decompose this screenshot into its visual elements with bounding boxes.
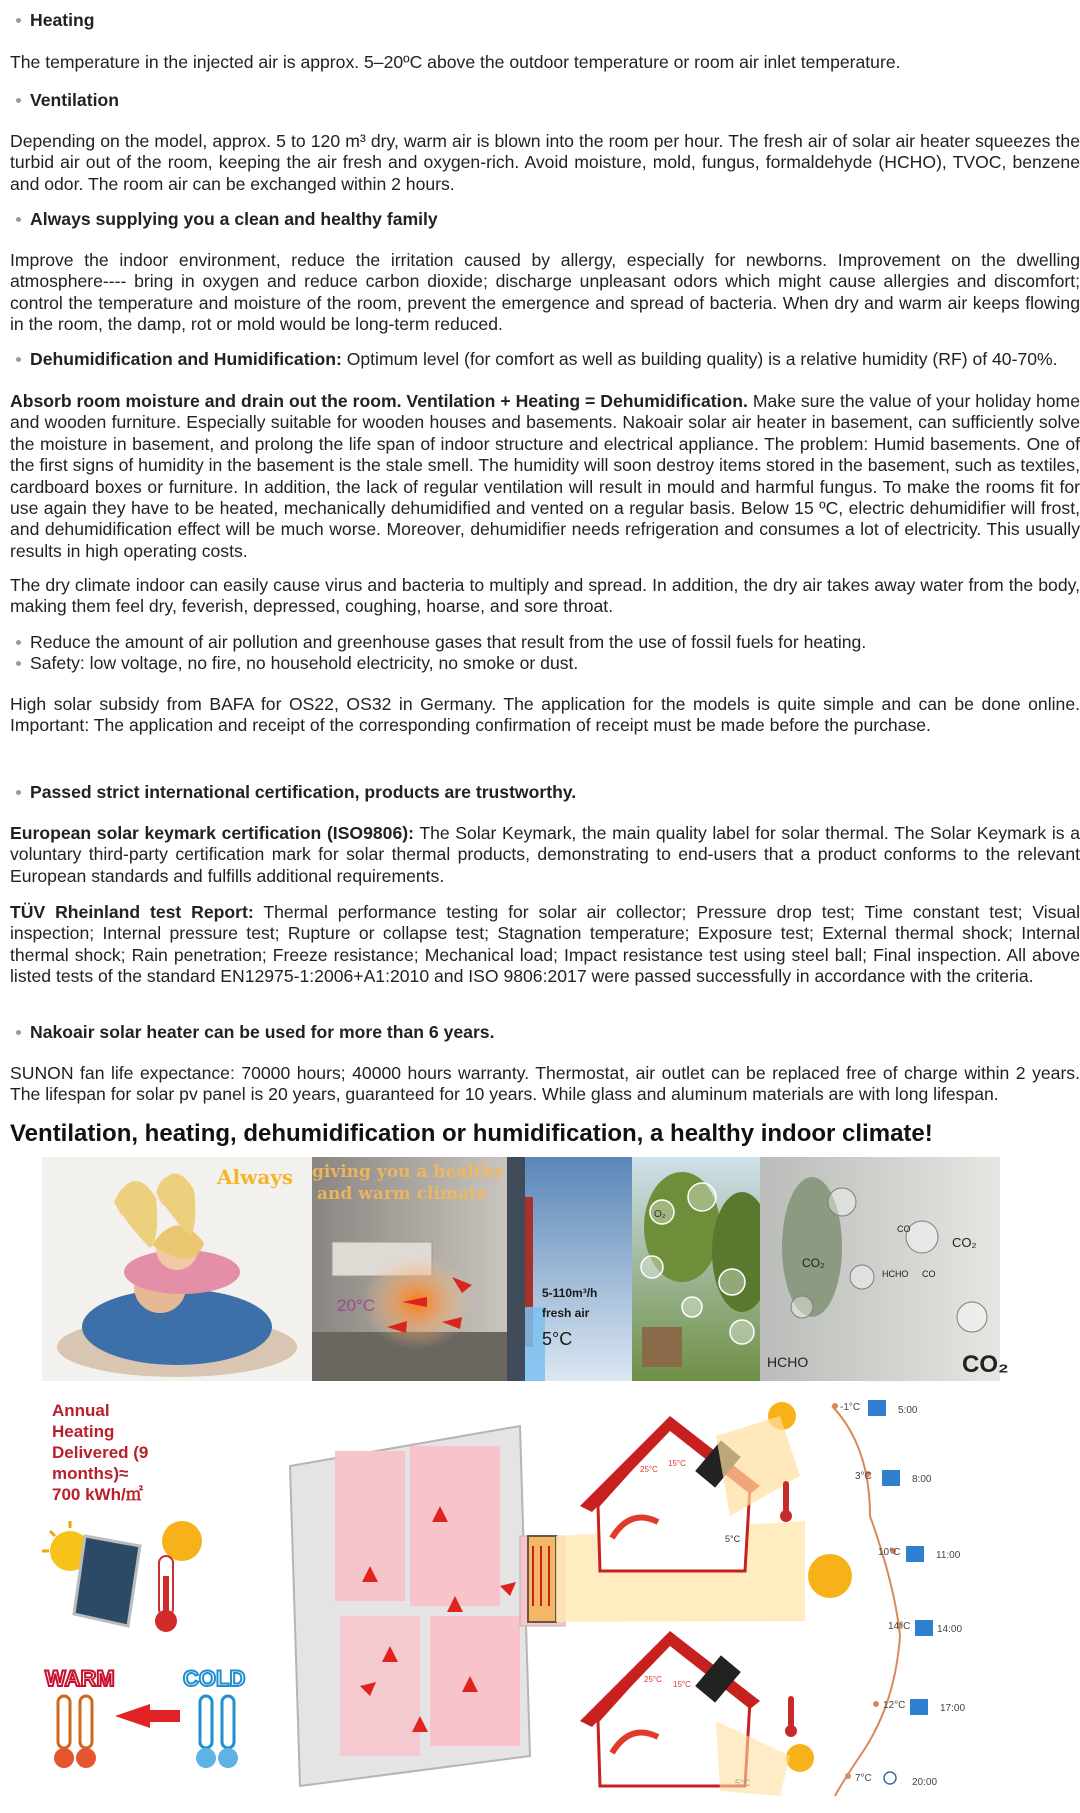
lifespan-title: Nakoair solar heater can be used for more than 6 years.	[30, 1022, 495, 1042]
tuv-text: Thermal performance testing for solar air collector; Pressure drop test; Time constant test; Visual inspection; Internal pressure test; Rupture or collapse test; Stagnation temperature; Exposure test; External thermal shock; Internal thermal shock; Rain penetration; Freeze resistance; Mechanical load; Impact resistance test using steel ball; Final inspection. All above listed tests of the standard EN12975-1:2006+A1:2010 and ISO 9806:2017 were passed successfully in accordance with the criteria.	[10, 902, 1080, 987]
svg-text:Heating: Heating	[52, 1422, 115, 1441]
family-text: Improve the indoor environment, reduce the irritation caused by allergy, especially for newborns. Improvement on the dwelling atmosphere---- bring in oxygen and reduce carbon dioxide; discharge unpleasant odors which might cause allergies and discomfort; control the temperature and moisture of the room, prevent the emergence and spread of bacteria. When dry and warm air keeps flowing in the room, the damp, rot or mold would be long-term reduced.	[10, 250, 1080, 335]
family-bullet	[10, 209, 1080, 230]
keymark-text: The Solar Keymark, the main quality label for solar thermal. The Solar Keymark is a voluntary third-party certification mark for solar thermal products, demonstrating to end-users that a product conforms to the relevant European standards and fulfills additional requirements.	[10, 823, 1080, 886]
svg-text:700 kWh/㎡: 700 kWh/㎡	[52, 1485, 143, 1504]
svg-text:5°C: 5°C	[542, 1329, 573, 1349]
reduce-text: Reduce the amount of air pollution and greenhouse gases that result from the use of fossil fuels for heating.	[30, 632, 867, 652]
headline: Ventilation, heating, dehumidification or humidification, a healthy indoor climate!	[10, 1120, 933, 1147]
svg-text:7°C: 7°C	[855, 1773, 872, 1784]
absorb-paragraph	[10, 391, 1080, 562]
safety-text: Safety: low voltage, no fire, no household electricity, no smoke or dust.	[30, 653, 579, 673]
bullet-dot	[16, 217, 21, 222]
bullet-dot	[16, 98, 21, 103]
bullet-dot	[16, 357, 21, 362]
keymark-paragraph	[10, 823, 1080, 887]
absorb-text: Make sure the value of your holiday home and wooden furniture. Especially suitable for wooden houses and basements. Nakoair solar air heater in basement, can sufficiently solve the moisture in basement, and prolong the life span of indoor structure and electrical appliance. The problem: Humid basements. One of the first signs of humidity in the basement is the stale smell. The humidity will soon destroy items stored in the basement, such as textiles, cardboard boxes or furniture. In addition, the lack of regular ventilation will result in mould and harmful fungus. To make the rooms fit for use again they have to be heated, mechanically dehumidified and vented on a regular basis. Below 15 ºC, electric dehumidifier will frost, and dehumidification effect will be much worse. Moreover, dehumidifier needs refrigeration and consumes a lot of electricity. This usually results in high operating costs.	[10, 391, 1080, 561]
dry-climate-text: The dry climate indoor can easily cause virus and bacteria to multiply and spread. In addition, the dry air takes away water from the body, making them feel dry, feverish, depressed, coughing, hoarse, and sore throat.	[10, 575, 1080, 617]
certification-bullet	[10, 782, 1080, 803]
lifespan-bullet	[10, 1022, 1080, 1043]
svg-text:Annual: Annual	[52, 1401, 110, 1420]
dehumidification-bullet	[10, 349, 1080, 370]
svg-text:COLD: COLD	[183, 1666, 246, 1691]
family-title: Always supplying you a clean and healthy family	[30, 209, 438, 229]
svg-text:14°C: 14°C	[888, 1621, 911, 1632]
ventilation-text: Depending on the model, approx. 5 to 120 m³ dry, warm air is blown into the room per hour. The fresh air of solar air heater squeezes the turbid air out of the room, keeping the air fresh and oxygen-rich. Avoid moisture, mold, fungus, formaldehyde (HCHO), TVOC, benzene and odor. The room air can be exchanged within 2 hours.	[10, 131, 1080, 194]
svg-text:Delivered (9: Delivered (9	[52, 1443, 149, 1462]
svg-text:15°C: 15°C	[673, 1680, 691, 1689]
svg-text:17:00: 17:00	[940, 1703, 966, 1714]
svg-text:8:00: 8:00	[912, 1474, 932, 1485]
svg-text:10°C: 10°C	[878, 1547, 901, 1558]
bullet-dot	[16, 18, 21, 23]
absorb-bold: Absorb room moisture and drain out the room. Ventilation + Heating = Dehumidification.	[10, 391, 748, 411]
banner-illustration	[42, 1157, 1009, 1381]
svg-text:20:00: 20:00	[912, 1777, 938, 1788]
heating-bullet	[10, 10, 1080, 31]
svg-text:months)≈: months)≈	[52, 1464, 129, 1483]
svg-text:25°C: 25°C	[640, 1465, 658, 1474]
keymark-bold: European solar keymark certification (ISO9806):	[10, 823, 414, 843]
ventilation-bullet	[10, 90, 1080, 111]
heating-title: Heating	[30, 10, 95, 30]
svg-text:Always: Always	[217, 1165, 294, 1189]
certification-title: Passed strict international certification, products are trustworthy.	[30, 782, 577, 802]
tuv-bold: TÜV Rheinland test Report:	[10, 902, 254, 922]
solar-heating-diagram	[0, 1386, 1080, 1808]
svg-text:25°C: 25°C	[644, 1675, 662, 1684]
svg-text:CO: CO	[922, 1269, 936, 1279]
reduce-bullet	[10, 632, 1080, 653]
heating-diagram-illustration	[0, 1386, 1080, 1808]
bullet-dot	[16, 640, 21, 645]
svg-text:WARM: WARM	[45, 1666, 115, 1691]
svg-text:20°C: 20°C	[337, 1296, 375, 1315]
bullet-dot	[16, 790, 21, 795]
heating-text: The temperature in the injected air is approx. 5–20ºC above the outdoor temperature or room air inlet temperature.	[10, 52, 901, 72]
svg-text:5°C: 5°C	[725, 1534, 741, 1544]
svg-text:5:00: 5:00	[898, 1405, 918, 1416]
dehumidification-title: Dehumidification and Humidification:	[30, 349, 342, 369]
subsidy-text: High solar subsidy from BAFA for OS22, OS32 in Germany. The application for the models is quite simple and can be done online. Important: The application and receipt of the corresponding confirmation of receipt must be made before the purchase.	[10, 694, 1080, 736]
ventilation-title: Ventilation	[30, 90, 119, 110]
bullet-dot	[16, 661, 21, 666]
svg-text:CO₂: CO₂	[802, 1256, 825, 1270]
svg-text:CO₂: CO₂	[962, 1351, 1009, 1378]
svg-text:fresh air: fresh air	[542, 1306, 590, 1320]
svg-text:14:00: 14:00	[937, 1624, 963, 1635]
dehumidification-text: Optimum level (for comfort as well as building quality) is a relative humidity (RF) of 40-70%.	[341, 349, 1058, 369]
svg-text:-1°C: -1°C	[840, 1402, 861, 1413]
tuv-paragraph	[10, 902, 1080, 988]
svg-text:HCHO: HCHO	[767, 1354, 809, 1370]
svg-text:and warm climate: and warm climate	[317, 1184, 488, 1204]
svg-text:5-110m³/h: 5-110m³/h	[542, 1286, 598, 1300]
climate-banner-image	[42, 1157, 1009, 1381]
svg-text:3°C: 3°C	[855, 1471, 872, 1482]
svg-text:O₂: O₂	[654, 1209, 666, 1220]
safety-bullet	[10, 653, 1080, 674]
bullet-dot	[16, 1030, 21, 1035]
lifespan-text: SUNON fan life expectance: 70000 hours; 40000 hours warranty. Thermostat, air outlet can be replaced free of charge within 2 years. The lifespan for solar pv panel is 20 years, guaranteed for 10 years. While glass and aluminum materials are with long lifespan.	[10, 1063, 1080, 1105]
svg-text:CO: CO	[897, 1224, 911, 1234]
svg-text:12°C: 12°C	[883, 1700, 906, 1711]
svg-text:CO₂: CO₂	[952, 1235, 977, 1250]
svg-text:15°C: 15°C	[668, 1459, 686, 1468]
svg-text:11:00: 11:00	[936, 1550, 961, 1561]
svg-text:giving you a healthy: giving you a healthy	[312, 1162, 505, 1182]
svg-text:HCHO: HCHO	[882, 1269, 909, 1279]
